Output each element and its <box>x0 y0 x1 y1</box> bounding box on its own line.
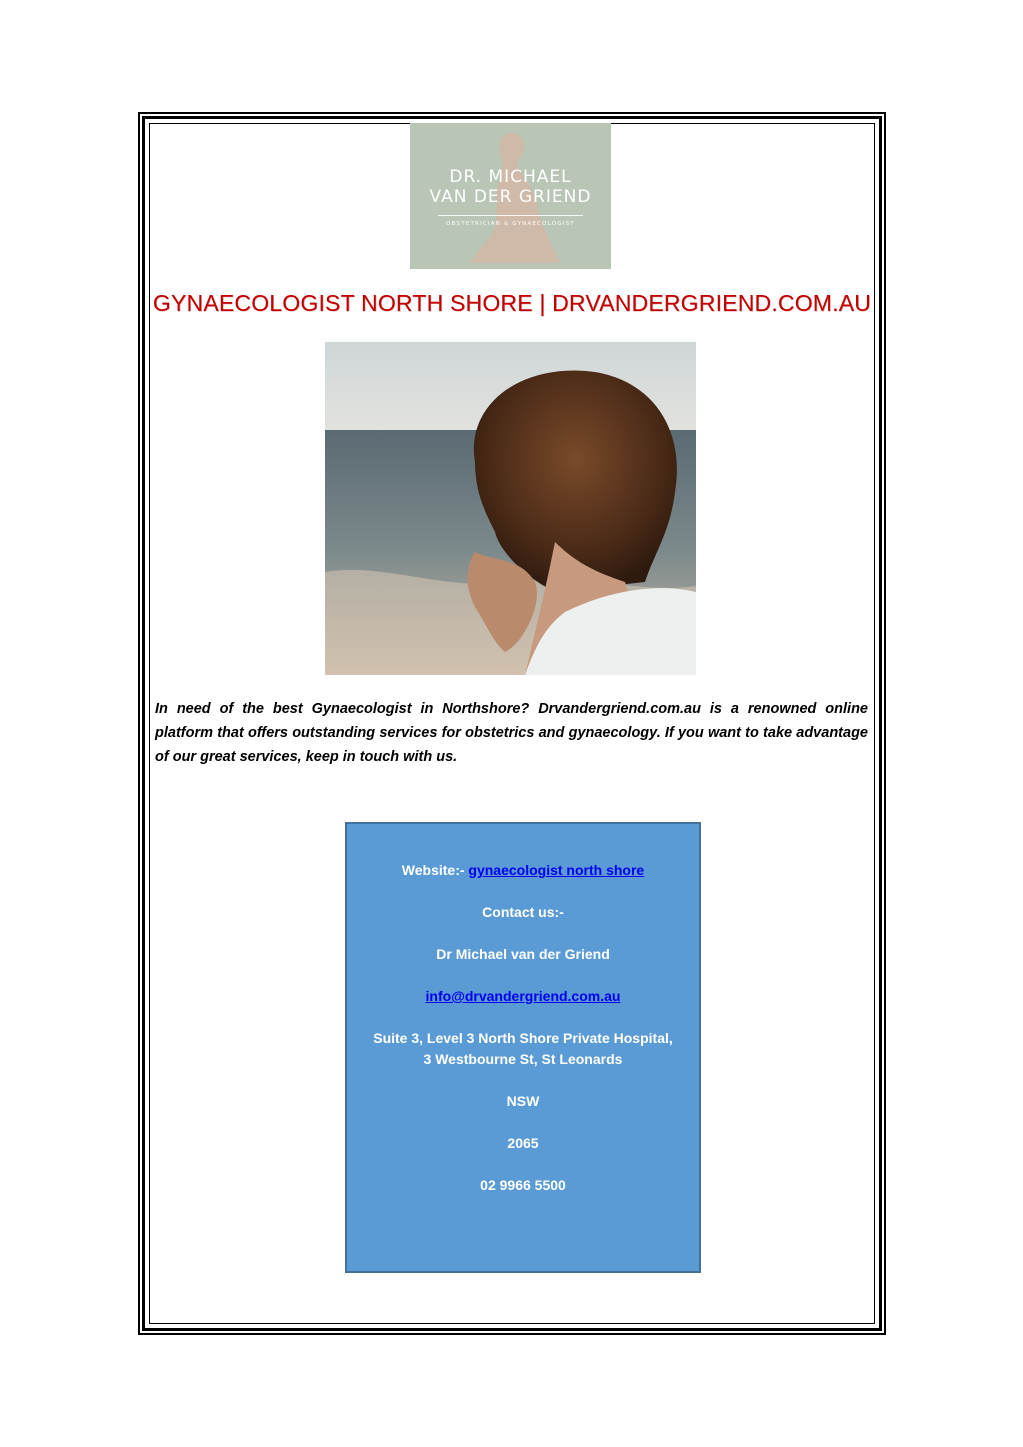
state: NSW <box>506 1093 540 1109</box>
website-label: Website:- <box>401 862 465 878</box>
contact-box <box>345 822 701 1273</box>
email-link[interactable]: info@drvandergriend.com.au <box>425 988 621 1004</box>
contact-label: Contact us:- <box>482 904 564 920</box>
phone-number: 02 9966 5500 <box>480 1177 566 1193</box>
intro-paragraph: In need of the best Gynaecologist in Northshore? Drvandergriend.com.au is a renowned online platform that offers outstanding services for obstetrics and gynaecology. If you want to take advantage of our great services, keep in touch with us. <box>155 701 868 765</box>
logo-divider <box>438 215 583 216</box>
logo-subtitle: OBSTETRICIAN & GYNAECOLOGIST <box>446 221 575 227</box>
clinic-logo <box>410 123 611 269</box>
address-line-1: Suite 3, Level 3 North Shore Private Hospital, <box>373 1030 673 1046</box>
logo-name-line2: VAN DER GRIEND <box>429 187 592 207</box>
woman-by-sea-photo <box>325 342 696 675</box>
logo-name-line1: DR. MICHAEL <box>449 167 572 187</box>
website-link[interactable]: gynaecologist north shore <box>468 862 645 878</box>
website-row <box>347 860 699 881</box>
address-line-2: 3 Westbourne St, St Leonards <box>423 1051 623 1067</box>
page-title: GYNAECOLOGIST NORTH SHORE | DRVANDERGRIEND.COM.AU <box>152 290 872 316</box>
postcode: 2065 <box>507 1135 539 1151</box>
doctor-name: Dr Michael van der Griend <box>436 946 610 962</box>
email-row <box>347 986 699 1007</box>
